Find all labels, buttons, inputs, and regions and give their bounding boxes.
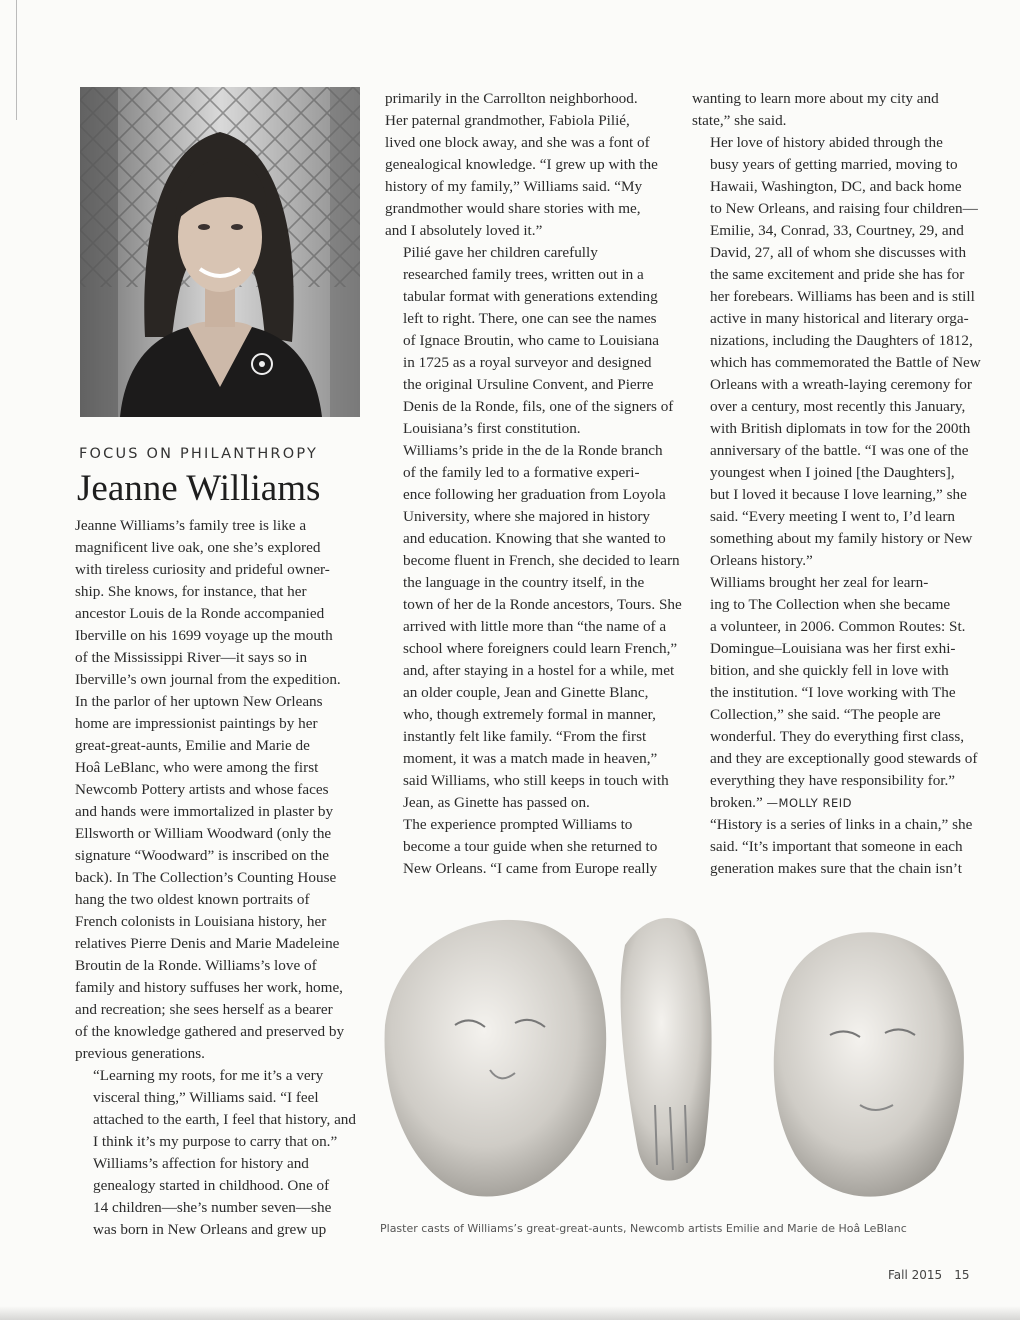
paragraph: [385, 814, 675, 880]
text-line: 14 children—she’s number seven—she: [93, 1199, 332, 1216]
article-column-2: [385, 88, 682, 880]
text-line: University, where she majored in history: [403, 508, 651, 525]
text-line: Williams brought her zeal for learn-: [710, 574, 929, 591]
text-line: arrived with little more than “the name of a: [403, 618, 667, 635]
text-line: hang the two oldest known portraits of: [75, 891, 310, 908]
text-line: school where foreigners could learn French,”: [403, 640, 678, 657]
text-line: said Williams, who still keeps in touch with: [403, 772, 669, 789]
paragraph: [75, 1065, 365, 1153]
article-column-1: [75, 515, 365, 1241]
text-line: anniversary of the battle. “I was one of the: [710, 442, 969, 459]
text-line: everything they have responsibility for.”: [710, 772, 956, 789]
text-line: the institution. “I love working with The: [710, 684, 956, 701]
text-line: Pilié gave her children carefully: [403, 244, 598, 261]
text-line: Her paternal grandmother, Fabiola Pilié,: [385, 112, 630, 129]
text-line: David, 27, all of whom she discusses with: [710, 244, 967, 261]
text-line: with tireless curiosity and prideful owner-: [75, 561, 330, 578]
text-line: Jean, as Ginette has passed on.: [403, 794, 590, 811]
text-line: an older couple, Jean and Ginette Blanc,: [403, 684, 649, 701]
text-line: Emilie, 34, Conrad, 33, Courtney, 29, and: [710, 222, 964, 239]
text-line: genealogical knowledge. “I grew up with the: [385, 156, 658, 173]
text-line: of the family led to a formative experi-: [403, 464, 640, 481]
text-line: Orleans history.”: [710, 552, 813, 569]
text-line: Hawaii, Washington, DC, and back home: [710, 178, 962, 195]
text-line: a volunteer, in 2006. Common Routes: St.: [710, 618, 966, 635]
text-line: “Learning my roots, for me it’s a very: [93, 1067, 324, 1084]
text-line: instantly felt like family. “From the first: [403, 728, 647, 745]
text-line: the original Ursuline Convent, and Pierre: [403, 376, 654, 393]
text-line: visceral thing,” Williams said. “I feel: [93, 1089, 319, 1106]
issue-label: Fall 2015: [888, 1268, 943, 1282]
text-line: and I absolutely loved it.”: [385, 222, 543, 239]
portrait-photo: [80, 87, 360, 417]
text-line: “History is a series of links in a chain,” she: [710, 816, 973, 833]
text-line: active in many historical and literary orga-: [710, 310, 969, 327]
scan-edge: [16, 0, 17, 120]
text-line: the language in the country itself, in the: [403, 574, 645, 591]
text-line: which has commemorated the Battle of New: [710, 354, 981, 371]
text-line: town of her de la Ronde ancestors, Tours. She: [403, 596, 682, 613]
section-kicker: FOCUS ON PHILANTHROPY: [79, 446, 319, 462]
text-line: researched family trees, written out in a: [403, 266, 644, 283]
text-line: Louisiana’s first constitution.: [403, 420, 581, 437]
text-line: Ellsworth or William Woodward (only the: [75, 825, 332, 842]
text-line: tabular format with generations extending: [403, 288, 658, 305]
text-line: French colonists in Louisiana history, her: [75, 913, 327, 930]
text-line: of the knowledge gathered and preserved by: [75, 1023, 345, 1040]
paragraph: [385, 440, 682, 814]
text-line: In the parlor of her uptown New Orleans: [75, 693, 323, 710]
text-line: Williams’s pride in the de la Ronde branch: [403, 442, 663, 459]
text-line: Denis de la Ronde, fils, one of the signers of: [403, 398, 674, 415]
text-line: and recreation; she sees herself as a bearer: [75, 1001, 333, 1018]
text-line: Newcomb Pottery artists and whose faces: [75, 781, 329, 798]
text-line: genealogy started in childhood. One of: [93, 1177, 330, 1194]
text-line: Jeanne Williams’s family tree is like a: [75, 517, 307, 534]
text-line: grandmother would share stories with me,: [385, 200, 641, 217]
text-line: broken.”: [710, 794, 767, 811]
text-line: to New Orleans, and raising four children—: [710, 200, 978, 217]
text-line: the same excitement and pride she has for: [710, 266, 965, 283]
text-line: and hands were immortalized in plaster by: [75, 803, 334, 820]
text-line: wonderful. They do everything first class,: [710, 728, 965, 745]
text-line: become fluent in French, she decided to learn: [403, 552, 680, 569]
text-line: attached to the earth, I feel that history, and: [93, 1111, 356, 1128]
text-line: youngest when I joined [the Daughters],: [710, 464, 955, 481]
text-line: Domingue–Louisiana was her first exhi-: [710, 640, 956, 657]
paragraph: [692, 88, 982, 132]
text-line: primarily in the Carrollton neighborhood.: [385, 90, 638, 107]
text-line: moment, it was a match made in heaven,”: [403, 750, 658, 767]
scan-edge-bottom: [0, 1306, 1020, 1320]
paragraph: [692, 132, 982, 572]
text-line: The experience prompted Williams to: [403, 816, 633, 833]
text-line: wanting to learn more about my city and: [692, 90, 939, 107]
text-line: nizations, including the Daughters of 1812,: [710, 332, 973, 349]
text-line: Williams’s affection for history and: [93, 1155, 309, 1172]
paragraph: [692, 572, 982, 792]
text-line: Broutin de la Ronde. Williams’s love of: [75, 957, 317, 974]
text-line: magnificent live oak, one she’s explored: [75, 539, 321, 556]
text-line: back). In The Collection’s Counting House: [75, 869, 337, 886]
text-line: who, though extremely formal in manner,: [403, 706, 656, 723]
text-line: said. “Every meeting I went to, I’d learn: [710, 508, 956, 525]
text-line: something about my family history or New: [710, 530, 973, 547]
text-line: bition, and she quickly fell in love with: [710, 662, 949, 679]
text-line: and, after staying in a hostel for a while, met: [403, 662, 675, 679]
text-line: of the Mississippi River—it says so in: [75, 649, 308, 666]
paragraph: [75, 515, 365, 1065]
text-line: I think it’s my purpose to carry that on.”: [93, 1133, 338, 1150]
paragraph: [692, 792, 982, 880]
text-line: signature “Woodward” is inscribed on the: [75, 847, 329, 864]
text-line: Iberville’s own journal from the expedition.: [75, 671, 341, 688]
text-line: generation makes sure that the chain isn’t: [710, 860, 962, 877]
text-line: and they are exceptionally good stewards of: [710, 750, 978, 767]
paragraph: [385, 242, 675, 440]
text-line: previous generations.: [75, 1045, 205, 1062]
text-line: become a tour guide when she returned to: [403, 838, 658, 855]
text-line: ence following her graduation from Loyola: [403, 486, 666, 503]
text-line: over a century, most recently this January,: [710, 398, 966, 415]
text-line: of Ignace Broutin, who came to Louisiana: [403, 332, 659, 349]
article-column-3: [692, 88, 982, 880]
text-line: Iberville on his 1699 voyage up the mouth: [75, 627, 333, 644]
paragraph: [385, 88, 675, 242]
text-line: Her love of history abided through the: [710, 134, 943, 151]
article-title: Jeanne Williams: [77, 468, 321, 509]
text-line: lived one block away, and she was a font of: [385, 134, 650, 151]
text-line: relatives Pierre Denis and Marie Madeleine: [75, 935, 340, 952]
text-line: but I loved it because I love learning,” she: [710, 486, 967, 503]
text-line: and education. Knowing that she wanted to: [403, 530, 666, 547]
text-line: New Orleans. “I came from Europe really: [403, 860, 658, 877]
text-line: in 1725 as a royal surveyor and designed: [403, 354, 652, 371]
text-line: Orleans with a wreath-laying ceremony for: [710, 376, 972, 393]
text-line: left to right. There, one can see the names: [403, 310, 657, 327]
text-line: busy years of getting married, moving to: [710, 156, 958, 173]
text-line: state,” she said.: [692, 112, 787, 129]
text-line: history of my family,” Williams said. “My: [385, 178, 643, 195]
byline: —MOLLY REID: [766, 796, 852, 810]
paragraph: [75, 1153, 365, 1241]
text-line: ship. She knows, for instance, that her: [75, 583, 307, 600]
page-number: 15: [954, 1268, 970, 1282]
text-line: her forebears. Williams has been and is still: [710, 288, 975, 305]
text-line: Hoâ LeBlanc, who were among the first: [75, 759, 319, 776]
text-line: ing to The Collection when she became: [710, 596, 951, 613]
text-line: said. “It’s important that someone in each: [710, 838, 963, 855]
plaster-casts-photo: [375, 905, 980, 1205]
text-line: with British diplomats in tow for the 200th: [710, 420, 971, 437]
photo-caption: Plaster casts of Williams’s great-great-aunts, Newcomb artists Emilie and Marie de Hoâ LeBlanc: [380, 1222, 907, 1235]
text-line: family and history suffuses her work, home,: [75, 979, 343, 996]
text-line: was born in New Orleans and grew up: [93, 1221, 327, 1238]
text-line: great-great-aunts, Emilie and Marie de: [75, 737, 310, 754]
text-line: Collection,” she said. “The people are: [710, 706, 941, 723]
text-line: home are impressionist paintings by her: [75, 715, 318, 732]
text-line: ancestor Louis de la Ronde accompanied: [75, 605, 325, 622]
page-footer: [888, 1268, 988, 1282]
